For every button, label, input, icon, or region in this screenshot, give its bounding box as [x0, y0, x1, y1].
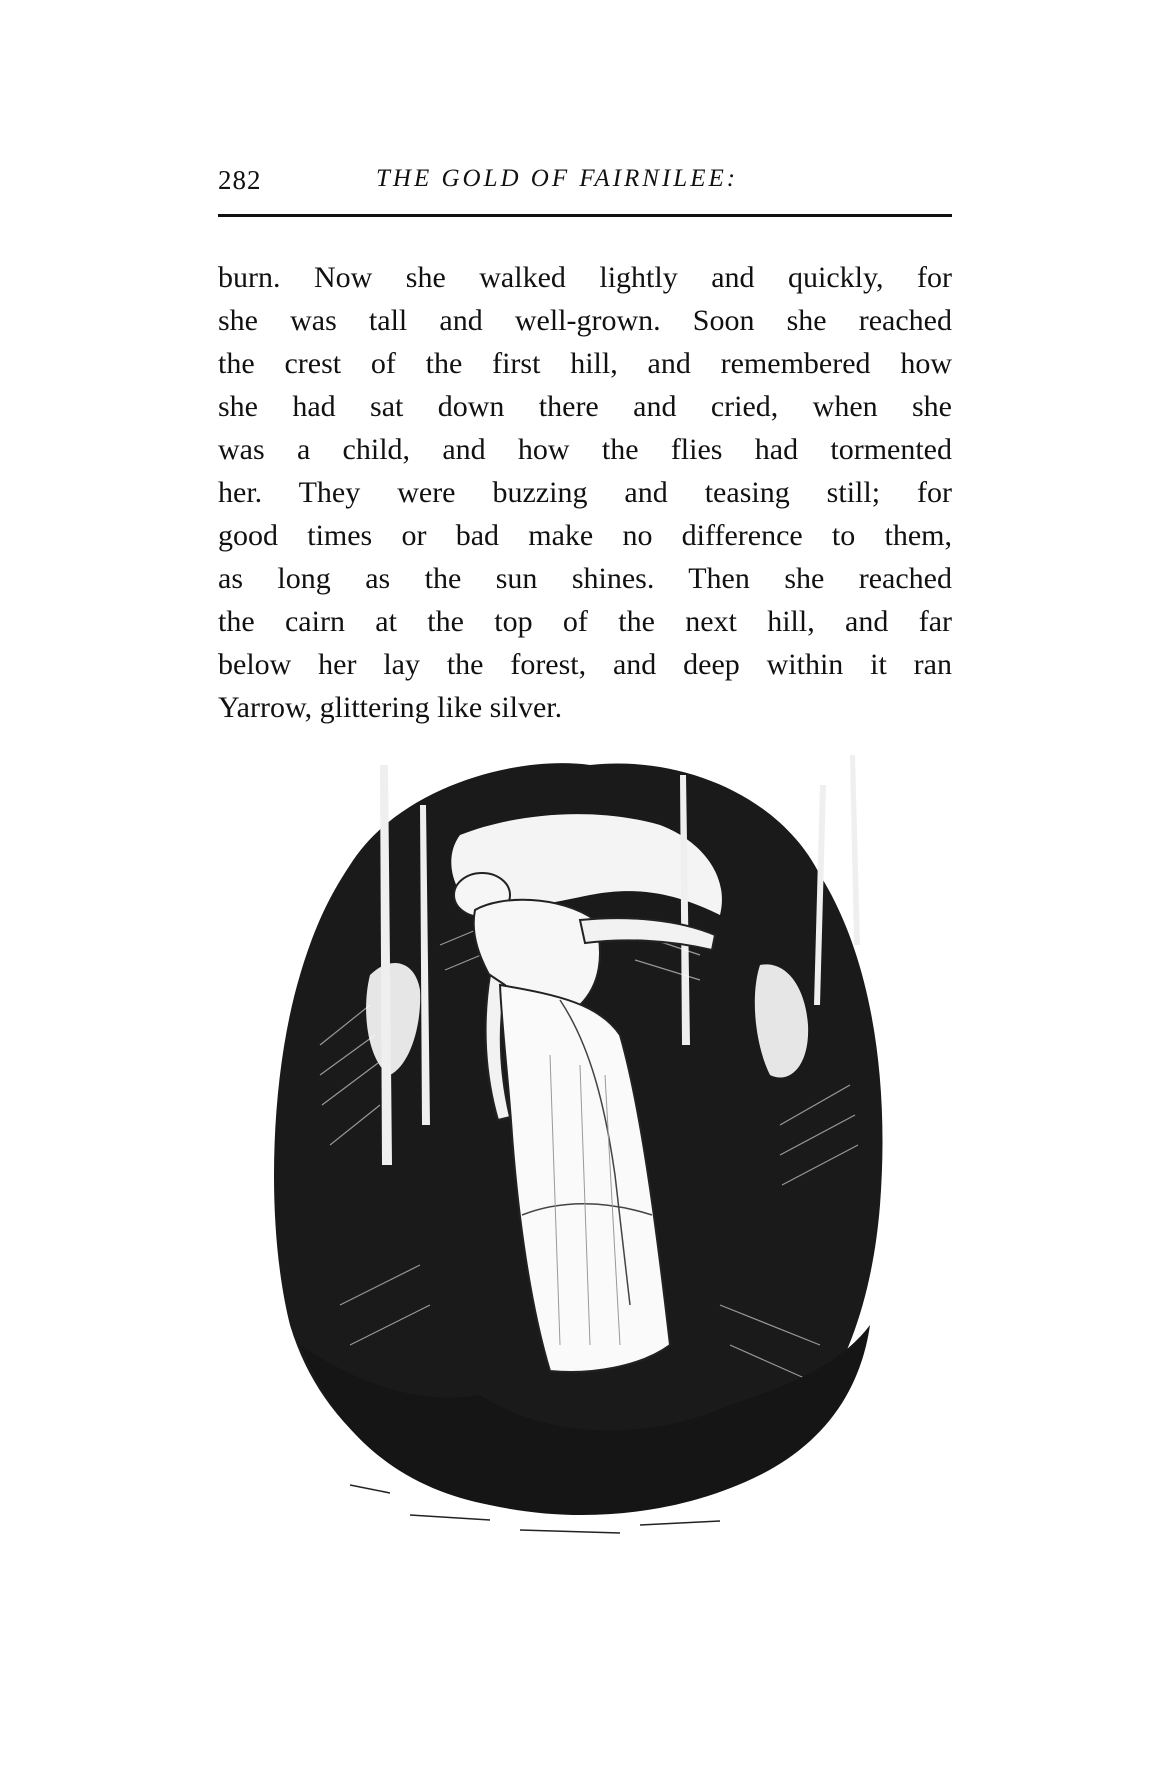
text-line: as long as the sun shines. Then she reached	[218, 562, 952, 595]
text-line: burn. Now she walked lightly and quickly, for	[218, 261, 952, 294]
text-line: Yarrow, glittering like silver.	[218, 691, 563, 724]
text-line: she had sat down there and cried, when she	[218, 390, 952, 423]
text-line: good times or bad make no difference to them,	[218, 519, 952, 552]
running-head	[218, 165, 952, 205]
text-line: the crest of the first hill, and remembered how	[218, 347, 952, 380]
tree-trunk	[850, 755, 860, 945]
text-line: the cairn at the top of the next hill, and far	[218, 605, 952, 638]
page-number: 282	[218, 165, 262, 195]
text-line: she was tall and well-grown. Soon she reached	[218, 304, 952, 337]
running-title: THE GOLD OF FAIRNILEE:	[376, 165, 739, 192]
body-text	[218, 256, 952, 729]
text-line: below her lay the forest, and deep within it ran	[218, 648, 952, 681]
text-line: was a child, and how the flies had tormented	[218, 433, 952, 466]
forest-illustration	[260, 745, 920, 1540]
header-rule	[218, 214, 952, 217]
text-line: her. They were buzzing and teasing still; for	[218, 476, 952, 509]
